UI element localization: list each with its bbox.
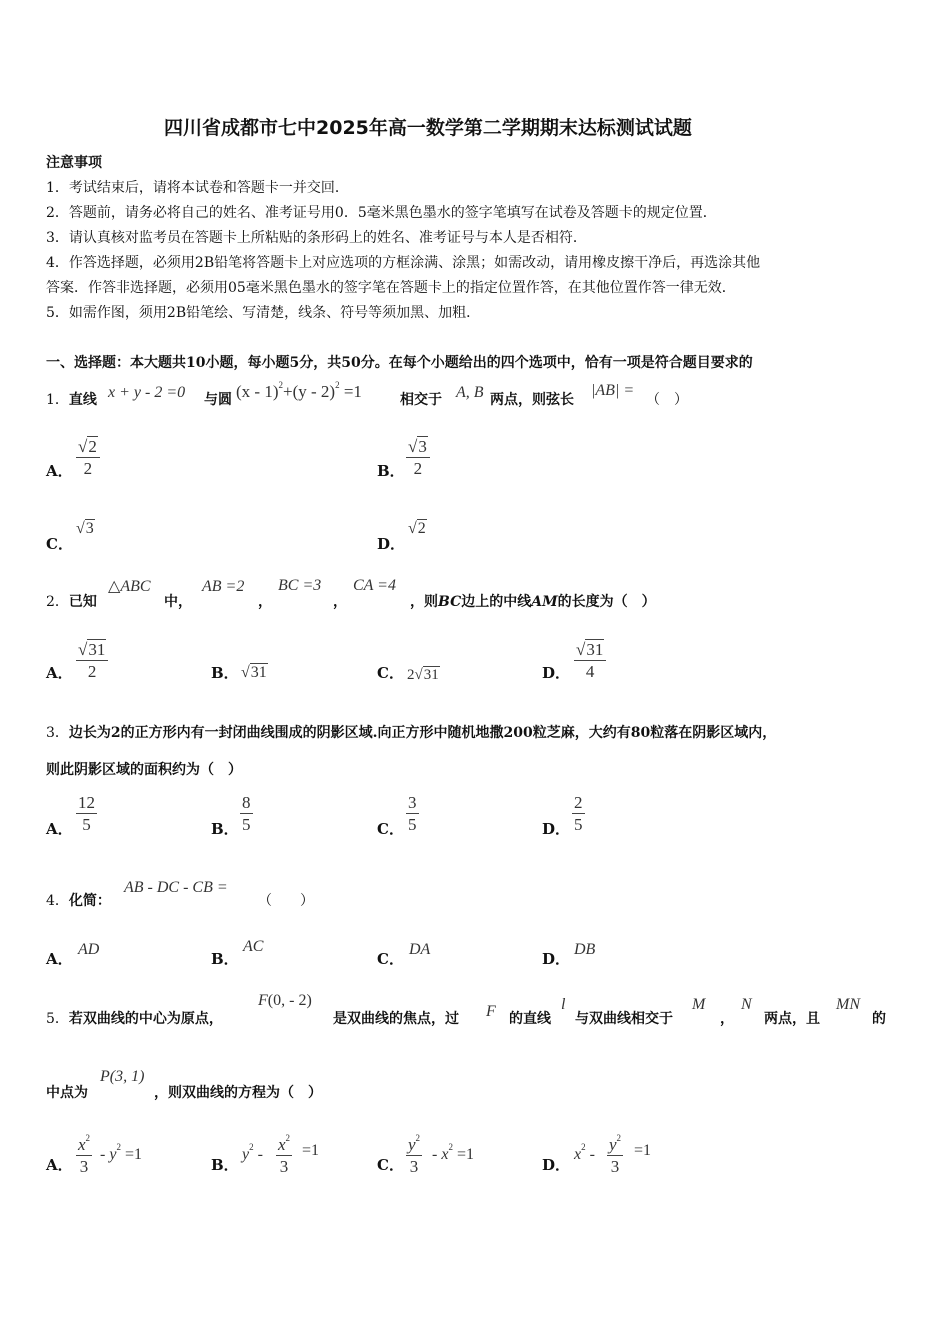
q5-text-7: 中点为 <box>46 1085 88 1101</box>
q4-option-c-label[interactable]: C． <box>377 950 404 968</box>
q5-midpoint: P(3, 1) <box>100 1068 145 1085</box>
q3-option-d-value: $\frac{2}{5}$ <box>574 793 583 834</box>
q4-stem: 4．化简： <box>46 893 111 909</box>
q2-option-d-value: $\frac{√31}{4}$ <box>574 640 606 683</box>
q3-option-b-value: $\frac{8}{5}$ <box>242 793 251 834</box>
q5-m: M <box>692 996 706 1013</box>
q5-option-c-fraction: $\frac{y^2}{3}$ <box>408 1133 421 1176</box>
q4-paren: （ ） <box>258 893 314 909</box>
q1-text-2: 与圆 <box>204 392 232 408</box>
q5-option-b-pre: $y^2$ - <box>242 1142 263 1163</box>
q5-n: N <box>741 996 752 1013</box>
q3-option-a-value: $\frac{12}{5}$ <box>78 793 95 834</box>
q2-comma-2: ， <box>333 594 347 610</box>
notice-item-4-cont: 答案．作答非选择题，必须用05毫米黑色墨水的签字笔在答题卡上的指定位置作答，在其他位置作答一律无效． <box>46 280 736 296</box>
q5-l: l <box>561 996 566 1013</box>
q5-text-5: 两点，且 <box>764 1011 820 1027</box>
q5-text-8: ，则双曲线的方程为（ ） <box>154 1085 322 1101</box>
q2-option-b-value: √31 <box>241 664 267 681</box>
notice-item-5: 5．如需作图，须用2B铅笔绘、写清楚，线条、符号等须加黑、加粗． <box>46 305 481 321</box>
q5-focus: F(0, - 2) <box>258 992 312 1009</box>
q3-stem-line-2: 则此阴影区域的面积约为（ ） <box>46 762 242 778</box>
q2-option-d-label[interactable]: D． <box>542 664 571 682</box>
q1-option-d-value: √2 <box>408 520 426 537</box>
q1-chord-length: |AB| = <box>591 382 635 399</box>
notice-item-3: 3．请认真核对监考员在答题卡上所粘贴的条形码上的姓名、准考证号与本人是否相符． <box>46 230 587 246</box>
q1-option-c-value: √3 <box>76 520 94 537</box>
q3-option-c-value: $\frac{3}{5}$ <box>408 793 417 834</box>
q4-option-a-label[interactable]: A． <box>46 950 73 968</box>
q4-option-d-value: DB <box>574 941 596 958</box>
q2-option-b-label[interactable]: B． <box>211 664 239 682</box>
q1-option-a-value: $\frac{√2}{2}$ <box>76 437 100 480</box>
q5-text-2: 是双曲线的焦点，过 <box>333 1011 459 1027</box>
q5-option-b-eq: =1 <box>302 1142 320 1159</box>
q3-stem-line-1: 3．边长为2的正方形内有一封闭曲线围成的阴影区域.向正方形中随机地撒200粒芝麻，大约有80粒落在阴影区域内， <box>46 725 777 741</box>
q5-option-d-pre: $x^2$ - <box>574 1142 595 1163</box>
q5-mn: MN <box>836 996 860 1013</box>
q2-ab: AB =2 <box>202 578 245 595</box>
q5-option-d-fraction: $\frac{y^2}{3}$ <box>609 1133 622 1176</box>
q3-option-a-label[interactable]: A． <box>46 820 73 838</box>
q2-option-c-label[interactable]: C． <box>377 664 404 682</box>
q5-option-b-fraction: $\frac{x^2}{3}$ <box>278 1133 291 1176</box>
q2-bc: BC =3 <box>278 577 322 594</box>
q2-stem: 2．已知 <box>46 594 97 610</box>
q1-points: A, B <box>456 384 484 401</box>
q5-option-d-eq: =1 <box>634 1142 652 1159</box>
q2-option-c-value: 2√31 <box>407 667 439 683</box>
section-heading: 一、选择题：本大题共10小题，每小题5分，共50分。在每个小题给出的四个选项中，恰有一项是符合题目要求的 <box>46 355 753 371</box>
q1-option-b-label[interactable]: B． <box>377 462 405 480</box>
q1-text-4: 两点，则弦长 <box>490 392 574 408</box>
q5-option-d-label[interactable]: D． <box>542 1156 571 1174</box>
q1-stem <box>46 389 97 409</box>
q5-comma: ， <box>720 1011 734 1027</box>
notice-heading: 注意事项 <box>46 155 102 171</box>
q2-question: ，则BC边上的中线AM的长度为（ ） <box>410 594 656 610</box>
q5-text-4: 与双曲线相交于 <box>575 1011 673 1027</box>
q5-option-a-fraction: $\frac{x^2}{3}$ <box>78 1133 91 1176</box>
q1-line-equation: x + y - 2 =0 <box>108 384 186 401</box>
q5-text-3: 的直线 <box>509 1011 551 1027</box>
q1-text-1: 直线 <box>68 392 97 408</box>
q1-text-3: 相交于 <box>400 392 442 408</box>
q3-option-c-label[interactable]: C． <box>377 820 404 838</box>
q4-option-d-label[interactable]: D． <box>542 950 571 968</box>
q5-text-6: 的 <box>872 1011 886 1027</box>
q5-stem-1: 5．若双曲线的中心为原点， <box>46 1011 223 1027</box>
notice-item-2: 2．答题前，请务必将自己的姓名、准考证号用0．5毫米黑色墨水的签字笔填写在试卷及答题卡的规定位置． <box>46 205 717 221</box>
q4-option-b-value: AC <box>243 938 264 955</box>
q4-option-c-value: DA <box>409 941 431 958</box>
page-title: 四川省成都市七中2025年高一数学第二学期期末达标测试试题 <box>164 117 692 139</box>
q1-circle-equation: (x - 1)$^2$+(y - 2)$^2$ =1 <box>236 380 362 401</box>
q3-option-b-label[interactable]: B． <box>211 820 239 838</box>
q2-text-2: 中， <box>164 594 192 610</box>
q4-option-a-value: AD <box>78 941 100 958</box>
q1-option-d-label[interactable]: D． <box>377 535 406 553</box>
q2-option-a-label[interactable]: A． <box>46 664 73 682</box>
q5-option-b-label[interactable]: B． <box>211 1156 239 1174</box>
q2-comma-1: ， <box>258 594 272 610</box>
notice-item-4: 4．作答选择题，必须用2B铅笔将答题卡上对应选项的方框涂满、涂黑；如需改动，请用橡皮擦干净后，再选涂其他 <box>46 255 761 271</box>
q5-f: F <box>486 1003 496 1020</box>
q2-triangle: △ABC <box>108 578 151 595</box>
q1-number: 1． <box>46 392 69 408</box>
q5-option-a-label[interactable]: A． <box>46 1156 73 1174</box>
q1-paren: （ ） <box>646 392 688 408</box>
q5-option-c-rest: - $x^2 =1$ <box>432 1142 474 1163</box>
q2-option-a-value: $\frac{√31}{2}$ <box>76 640 108 683</box>
notice-item-1: 1．考试结束后，请将本试卷和答题卡一并交回． <box>46 180 349 196</box>
q1-option-b-value: $\frac{√3}{2}$ <box>406 437 430 480</box>
q4-expression: AB - DC - CB = <box>124 879 228 896</box>
q5-option-c-label[interactable]: C． <box>377 1156 404 1174</box>
q1-option-a-label[interactable]: A． <box>46 462 73 480</box>
q3-option-d-label[interactable]: D． <box>542 820 571 838</box>
q1-option-c-label[interactable]: C． <box>46 535 73 553</box>
q5-option-a-rest: - $y^2 =1$ <box>100 1142 142 1163</box>
q4-option-b-label[interactable]: B． <box>211 950 239 968</box>
q2-ca: CA =4 <box>353 577 396 594</box>
